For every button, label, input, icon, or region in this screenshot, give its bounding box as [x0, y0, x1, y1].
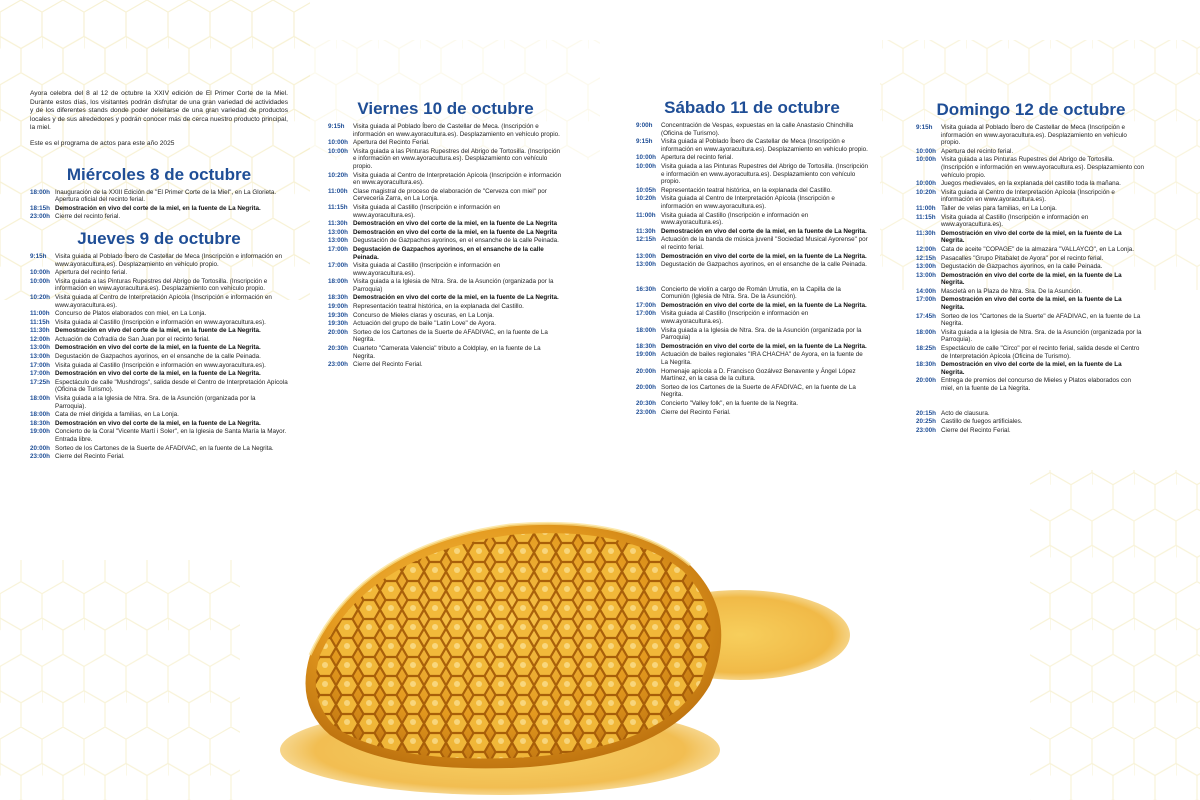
program-note: Este es el programa de actos para este año 2025 — [30, 139, 175, 147]
schedule-description: Visita guiada al Centro de Interpretación Apícola (Inscripción e información en www.ayoracultura.es). — [661, 195, 835, 210]
day-title-friday: Viernes 10 de octubre — [357, 99, 534, 118]
schedule-time: 18:30h — [30, 419, 50, 427]
schedule-time: 12:15h — [916, 254, 936, 262]
schedule-description: Degustación de Gazpachos ayorinos, en la calle Peinada. — [941, 263, 1103, 271]
schedule-time: 19:30h — [328, 320, 348, 328]
schedule-description: Demostración en vivo del corte de la miel, en la fuente de La Negrita. — [661, 301, 867, 309]
schedule-description: Visita guiada al Castillo (Inscripción e información en www.ayoracultura.es). — [55, 318, 266, 326]
schedule-time: 17:00h — [328, 245, 348, 253]
schedule-time: 17:45h — [916, 312, 936, 320]
schedule-description: Cierre del recinto ferial. — [55, 213, 121, 221]
schedule-item — [30, 353, 288, 361]
schedule-time: 11:30h — [636, 227, 656, 235]
schedule-description: Visita guiada a la Iglesia de Ntra. Sra. de la Asunción (organizada por la Parroquia). — [941, 328, 1142, 344]
schedule-description: Representación teatral histórica, en la explanada del Castillo. — [353, 303, 524, 311]
events-saturday-afternoon — [636, 286, 868, 417]
schedule-item — [916, 189, 1146, 204]
schedule-item — [916, 180, 1146, 188]
schedule-time: 10:20h — [30, 293, 50, 301]
schedule-item — [328, 172, 563, 187]
schedule-time: 20:00h — [916, 377, 936, 385]
schedule-time: 13:00h — [328, 237, 348, 245]
events-thursday — [30, 253, 288, 461]
schedule-description: Visita guiada al Castillo (Inscripción e información en www.ayoracultura.es). — [353, 262, 501, 277]
schedule-item — [328, 303, 563, 311]
schedule-description: Visita guiada a las Pinturas Rupestres del Abrigo de Tortosilla. (Inscripción e información en www.ayoracultura.es). Desplazamiento con vehículo propio. — [661, 162, 868, 186]
schedule-item — [328, 220, 563, 228]
schedule-description: Castillo de fuegos artificiales. — [941, 418, 1023, 426]
schedule-item — [328, 204, 563, 219]
schedule-item — [30, 344, 288, 352]
schedule-description: Concierto "Valley folk", en la fuente de la Negrita. — [661, 400, 799, 407]
column-2 — [328, 93, 563, 370]
schedule-time: 23:00h — [30, 453, 50, 461]
day-title-saturday: Sábado 11 de octubre — [664, 98, 840, 117]
events-saturday-morning — [636, 122, 868, 269]
schedule-description: Concierto de violín a cargo de Román Urrutia, en la Capilla de la Comunión (Iglesia de Ntra. Sra. De la Asunción). — [661, 285, 841, 301]
schedule-item — [328, 139, 563, 147]
schedule-time: 20:30h — [328, 345, 348, 353]
schedule-item — [30, 253, 288, 268]
schedule-time: 18:00h — [328, 278, 348, 286]
schedule-time: 11:15h — [916, 213, 936, 221]
schedule-description: Visita guiada al Castillo (Inscripción e información en www.ayoracultura.es). — [55, 361, 266, 369]
events-wednesday — [30, 189, 288, 221]
schedule-item — [636, 327, 868, 342]
schedule-item — [636, 351, 868, 366]
schedule-description: Apertura del recinto ferial. — [941, 147, 1014, 155]
schedule-item — [636, 163, 868, 186]
schedule-description: Degustación de Gazpachos ayorinos, en el ensanche de la calle Peinada. — [661, 261, 867, 269]
schedule-item — [636, 310, 868, 325]
schedule-item — [328, 312, 563, 320]
schedule-description: Visita guiada al Castillo (Inscripción e información en www.ayoracultura.es). — [661, 211, 809, 227]
schedule-item — [30, 336, 288, 344]
schedule-time: 18:30h — [636, 342, 656, 350]
schedule-item — [916, 124, 1146, 147]
schedule-item — [328, 320, 563, 328]
schedule-item — [916, 377, 1146, 392]
schedule-description: Degustación de Gazpachos ayorinos, en el ensanche de la calle Peinada. — [55, 353, 261, 361]
schedule-time: 18:30h — [328, 294, 348, 302]
schedule-description: Cierre del Recinto Ferial. — [55, 453, 125, 461]
schedule-time: 13:00h — [30, 344, 50, 352]
schedule-description: Espectáculo de calle "Circo" por el recinto ferial, salida desde el Centro de Interpretación Apícola (Oficina de Turismo). — [941, 345, 1140, 360]
schedule-time: 17:25h — [30, 378, 50, 386]
schedule-description: Juegos medievales, en la explanada del castillo toda la mañana. — [941, 180, 1121, 188]
schedule-description: Visita guiada al Castillo (Inscripción e información en www.ayoracultura.es). — [353, 203, 501, 219]
schedule-time: 17:00h — [916, 296, 936, 304]
schedule-description: Concurso de Mieles claras y oscuras, en La Lonja. — [353, 311, 495, 319]
schedule-description: Espectáculo de calle "Mushdrogs", salida desde el Centro de Interpretación Apícola (Oficina de Turismo). — [55, 378, 288, 394]
schedule-item — [30, 362, 288, 370]
schedule-time: 11:30h — [916, 229, 936, 237]
schedule-description: Visita guiada a las Pinturas Rupestres del Abrigo de Tortosilla. (Inscripción e información en www.ayoracultura.es). Desplazamiento con vehículo propio. — [353, 147, 560, 170]
schedule-item — [636, 253, 868, 261]
schedule-time: 11:00h — [636, 211, 656, 219]
schedule-description: Sorteo de los Cartones de la Suerte de AFADIVAC, en la fuente de La Negrita. — [661, 383, 856, 399]
schedule-time: 18:30h — [916, 361, 936, 369]
schedule-time: 20:00h — [636, 367, 656, 375]
schedule-time: 11:00h — [328, 187, 348, 195]
schedule-item — [328, 229, 563, 237]
schedule-item — [328, 188, 563, 203]
schedule-description: Representación teatral histórica, en la explanada del Castillo. — [661, 186, 832, 194]
schedule-description: Actuación de bailes regionales "IRA CHACHA" de Ayora, en la fuente de La Negrita. — [661, 351, 863, 367]
schedule-description: Cierre del Recinto Ferial. — [941, 426, 1011, 434]
schedule-description: Demostración en vivo del corte de la miel, en la fuente de La Negrita. — [55, 327, 261, 335]
schedule-time: 20:25h — [916, 418, 936, 426]
schedule-description: Visita guiada a las Pinturas Rupestres del Abrigo de Tortosilla. (Inscripción e información en www.ayoracultura.es). Desplazamiento con vehículo propio. — [55, 277, 268, 293]
schedule-time: 13:00h — [30, 353, 50, 361]
schedule-time: 13:00h — [636, 261, 656, 269]
schedule-item — [636, 384, 868, 399]
schedule-description: Demostración en vivo del corte de la miel, en la fuente de La Negrita. — [941, 229, 1122, 245]
schedule-item — [328, 361, 563, 369]
schedule-time: 18:00h — [636, 326, 656, 334]
schedule-time: 10:00h — [30, 269, 50, 277]
schedule-time: 17:00h — [30, 361, 50, 369]
schedule-item — [30, 370, 288, 378]
schedule-time: 9:15h — [328, 123, 345, 130]
schedule-item — [916, 313, 1146, 328]
schedule-item — [636, 286, 868, 301]
schedule-item — [636, 212, 868, 227]
schedule-description: Visita guiada al Centro de Interpretación Apícola (Inscripción e información en www.ayoracultura.es). — [55, 293, 272, 309]
schedule-description: Cierre del Recinto Ferial. — [661, 408, 731, 416]
schedule-time: 20:30h — [636, 400, 656, 407]
schedule-time: 11:00h — [30, 310, 50, 318]
schedule-time: 10:05h — [636, 186, 656, 194]
schedule-time: 19:00h — [30, 428, 50, 436]
schedule-description: Sorteo de los Cartones de la Suerte de AFADIVAC, en la fuente de La Negrita. — [55, 444, 274, 452]
schedule-item — [30, 319, 288, 327]
schedule-item — [916, 361, 1146, 376]
schedule-description: Apertura del recinto ferial. — [661, 154, 734, 162]
schedule-description: Visita guiada a la Iglesia de Ntra. Sra. de la Asunción (organizada por la Parroquia) — [353, 278, 554, 293]
schedule-time: 11:30h — [30, 327, 50, 335]
schedule-item — [636, 400, 868, 408]
intro-paragraph: Ayora celebra del 8 al 12 de octubre la XXIV edición de El Primer Corte de la Miel. Durante estos días, los visitantes podrán disfrutar de una gran variedad de actividades y de los diferentes stands donde poder deleitarse de una gran variedad de productos locales y de sus alrededores y podrán conocer más de cerca nuestro producto principal, la miel. — [30, 90, 288, 132]
schedule-item — [328, 148, 563, 171]
schedule-item — [30, 205, 288, 213]
schedule-item — [30, 327, 288, 335]
schedule-item — [916, 214, 1146, 229]
schedule-time: 18:00h — [916, 328, 936, 336]
schedule-time: 23:00h — [328, 361, 348, 369]
schedule-item — [636, 302, 868, 310]
events-sunday-closing — [916, 410, 1146, 435]
schedule-description: Visita guiada al Poblado Íbero de Castellar de Meca. (Inscripción e información en www.ayoracultura.es). Desplazamiento en vehículo propio. — [353, 123, 560, 138]
schedule-description: Demostración en vivo del corte de la miel, en la fuente de La Negrita. — [55, 344, 261, 352]
schedule-time: 20:00h — [328, 328, 348, 336]
schedule-item — [636, 195, 868, 210]
schedule-time: 19:30h — [328, 311, 348, 319]
schedule-item — [916, 255, 1146, 263]
schedule-item — [30, 428, 288, 443]
schedule-description: Cata de miel dirigida a familias, en La Lonja. — [55, 411, 179, 419]
schedule-time: 23:00h — [916, 426, 936, 434]
schedule-item — [916, 418, 1146, 426]
schedule-description: Demostración en vivo del corte de la miel, en la fuente de La Negrita. — [55, 419, 261, 427]
schedule-time: 17:00h — [636, 310, 656, 318]
schedule-item — [328, 123, 563, 138]
schedule-item — [328, 294, 563, 302]
schedule-description: Entrega de premios del concurso de Mieles y Platos elaborados con miel, en la fuente de La Negrita. — [941, 377, 1132, 392]
schedule-time: 9:00h — [636, 122, 653, 129]
schedule-item — [328, 329, 563, 344]
schedule-time: 12:15h — [636, 236, 656, 244]
schedule-description: Visita guiada al Castillo (Inscripción e información en www.ayoracultura.es). — [661, 310, 809, 326]
schedule-description: Acto de clausura. — [941, 409, 990, 417]
schedule-description: Visita guiada al Centro de Interpretación Apícola (Inscripción e información en www.ayoracultura.es). — [941, 188, 1115, 204]
schedule-description: Degustación de Gazpachos ayorinos, en el ensanche de la calle Peinada. — [353, 237, 559, 245]
schedule-item — [916, 230, 1146, 245]
schedule-time: 14:00h — [916, 287, 936, 295]
schedule-description: Cuarteto "Camerata Valencia" tributo a Coldplay, en la fuente de La Negrita. — [353, 345, 541, 360]
column-1 — [30, 90, 288, 462]
schedule-description: Demostración en vivo del corte de la miel, en la fuente de La Negrita. — [661, 342, 867, 350]
schedule-time: 10:00h — [636, 162, 656, 170]
schedule-time: 10:00h — [30, 277, 50, 285]
schedule-item — [636, 409, 868, 417]
schedule-time: 10:20h — [328, 171, 348, 179]
schedule-description: Pasacalles "Grupo Pitabalet de Ayora" por el recinto ferial. — [941, 254, 1104, 262]
schedule-description: Sorteo de los Cartones de la Suerte de AFADIVAC, en la fuente de La Negrita. — [353, 328, 548, 344]
schedule-time: 16:30h — [636, 285, 656, 293]
schedule-description: Visita guiada a la Iglesia de Ntra. Sra. de la Asunción (organizada por la Parroquia). — [55, 395, 256, 410]
schedule-item — [916, 246, 1146, 254]
schedule-description: Apertura del recinto ferial. — [55, 269, 128, 277]
schedule-item — [916, 345, 1146, 360]
schedule-item — [916, 272, 1146, 287]
schedule-item — [636, 187, 868, 195]
schedule-description: Demostración en vivo del corte de la miel, en la fuente de La Negrita — [353, 228, 558, 236]
events-sunday-day — [916, 124, 1146, 393]
schedule-time: 18:00h — [30, 188, 50, 196]
schedule-time: 13:00h — [916, 271, 936, 279]
schedule-description: Mascletà en la Plaza de Ntra. Sra. De la Asunción. — [941, 287, 1083, 295]
schedule-item — [328, 237, 563, 245]
schedule-item — [30, 213, 288, 221]
schedule-time: 12:00h — [916, 245, 936, 253]
schedule-time: 11:15h — [30, 318, 50, 326]
schedule-time: 9:15h — [636, 138, 653, 146]
schedule-item — [30, 395, 288, 410]
schedule-time: 18:25h — [916, 345, 936, 353]
schedule-description: Visita guiada al Poblado Íbero de Castellar de Meca (Inscripción e información en www.ayoracultura.es). Desplazamiento en vehículo propio. — [661, 138, 868, 153]
schedule-description: Demostración en vivo del corte de la miel, en la fuente de La Negrita. — [941, 271, 1122, 287]
schedule-item — [30, 294, 288, 309]
schedule-time: 11:15h — [328, 203, 348, 211]
schedule-time: 10:00h — [328, 147, 348, 155]
schedule-item — [30, 310, 288, 318]
schedule-time: 12:00h — [30, 335, 50, 343]
schedule-description: Actuación del grupo de baile "Latin Love" de Ayora. — [353, 320, 496, 328]
schedule-time: 11:30h — [328, 220, 348, 228]
schedule-time: 11:00h — [916, 204, 936, 212]
schedule-time: 19:00h — [328, 303, 348, 311]
events-friday — [328, 123, 563, 369]
schedule-description: Visita guiada al Castillo (Inscripción e información en www.ayoracultura.es). — [941, 213, 1089, 229]
schedule-description: Clase magistral de proceso de elaboración de "Cerveza con miel" por Cervecería Zarra, en La Lonja. — [353, 187, 547, 203]
schedule-time: 17:00h — [636, 301, 656, 309]
schedule-time: 20:15h — [916, 409, 936, 417]
schedule-time: 17:00h — [328, 262, 348, 270]
schedule-description: Visita guiada a las Pinturas Rupestres del Abrigo de Tortosilla. (Inscripción e información en www.ayoracultura.es). Desplazamiento con vehículo propio. — [941, 156, 1144, 179]
schedule-item — [30, 379, 288, 394]
schedule-description: Visita guiada al Centro de Interpretación Apícola (Inscripción e información en www.ayoracultura.es). — [353, 171, 562, 187]
schedule-item — [30, 420, 288, 428]
schedule-item — [30, 189, 288, 204]
schedule-time: 17:00h — [30, 370, 50, 378]
schedule-item — [916, 148, 1146, 156]
schedule-description: Demostración en vivo del corte de la miel, en la fuente de La Negrita. — [941, 296, 1122, 312]
schedule-time: 20:00h — [636, 383, 656, 391]
schedule-time: 10:20h — [916, 188, 936, 196]
column-3 — [636, 92, 868, 417]
day-title-sunday: Domingo 12 de octubre — [936, 100, 1126, 119]
schedule-item — [916, 263, 1146, 271]
schedule-time: 23:00h — [636, 408, 656, 416]
schedule-description: Demostración en vivo del corte de la miel, en la fuente de La Negrita. — [941, 361, 1122, 376]
schedule-item — [636, 343, 868, 351]
schedule-description: Actuación de Cofradía de San Juan por el recinto ferial. — [55, 335, 210, 343]
schedule-item — [30, 269, 288, 277]
schedule-time: 10:00h — [916, 147, 936, 155]
schedule-item — [30, 411, 288, 419]
schedule-item — [328, 246, 563, 261]
schedule-item — [916, 205, 1146, 213]
schedule-item — [636, 228, 868, 236]
schedule-description: Visita guiada a la Iglesia de Ntra. Sra. de la Asunción (organizada por la Parroquia) — [661, 326, 862, 342]
schedule-item — [636, 261, 868, 269]
schedule-description: Demostración en vivo del corte de la miel, en la fuente de La Negrita. — [55, 204, 261, 212]
schedule-item — [916, 288, 1146, 296]
schedule-time: 13:00h — [636, 252, 656, 260]
schedule-description: Cata de aceite "COPAGE" de la almazara "VALLAYCO", en La Lonja. — [941, 245, 1135, 253]
schedule-item — [636, 138, 868, 153]
schedule-item — [916, 156, 1146, 179]
schedule-description: Demostración en vivo del corte de la miel, en la fuente de La Negrita. — [55, 370, 261, 378]
schedule-time: 9:15h — [916, 124, 933, 131]
schedule-item — [328, 345, 563, 360]
schedule-item — [916, 427, 1146, 435]
day-title-wednesday: Miércoles 8 de octubre — [66, 164, 252, 184]
schedule-item — [916, 329, 1146, 344]
schedule-item — [636, 236, 868, 251]
schedule-description: Demostración en vivo del corte de la miel, en la fuente de La Negrita. — [353, 294, 559, 302]
schedule-time: 10:20h — [636, 195, 656, 203]
schedule-item — [916, 296, 1146, 311]
schedule-time: 20:00h — [30, 444, 50, 452]
schedule-time: 18:00h — [30, 411, 50, 419]
schedule-time: 13:00h — [328, 228, 348, 236]
schedule-description: Cierre del Recinto Ferial. — [353, 361, 423, 369]
schedule-time: 10:00h — [328, 139, 348, 147]
schedule-item — [30, 453, 288, 461]
schedule-item — [30, 445, 288, 453]
schedule-description: Concierto de la Coral "Vicente Martí i Soler", en la Iglesia de Santa María la Mayor. Entrada libre. — [55, 428, 287, 443]
schedule-time: 19:00h — [636, 351, 656, 359]
column-4 — [916, 94, 1146, 435]
schedule-description: Demostración en vivo del corte de la miel, en la fuente de La Negrita — [353, 220, 558, 228]
schedule-description: Visita guiada al Poblado Íbero de Castellar de Meca (Inscripción e información en www.ayoracultura.es). Desplazamiento en vehículo propio. — [941, 124, 1127, 147]
schedule-description: Apertura del Recinto Ferial. — [353, 139, 430, 147]
schedule-item — [916, 410, 1146, 418]
schedule-description: Visita guiada al Poblado Íbero de Castellar de Meca (Inscripción e información en www.ayoracultura.es). Desplazamiento en vehículo propio. — [55, 252, 283, 268]
schedule-description: Demostración en vivo del corte de la miel, en la fuente de La Negrita. — [661, 252, 867, 260]
schedule-description: Actuación de la banda de música juvenil "Sociedad Musical Ayorense" por el recinto ferial. — [661, 236, 868, 251]
schedule-time: 23:00h — [30, 213, 50, 221]
schedule-item — [30, 278, 288, 293]
schedule-item — [636, 122, 868, 137]
schedule-time: 18:00h — [30, 395, 50, 403]
schedule-item — [328, 262, 563, 277]
schedule-description: Concurso de Platos elaborados con miel, en La Lonja. — [55, 310, 207, 318]
schedule-description: Homenaje apícola a D. Francisco Gozálvez Benavente y Ángel López Martínez, en la casa de la cultura. — [661, 367, 856, 383]
honeycomb-image — [270, 505, 870, 800]
schedule-item — [636, 368, 868, 383]
schedule-time: 9:15h — [30, 252, 47, 260]
schedule-description: Demostración en vivo del corte de la miel, en la fuente de La Negrita. — [661, 227, 867, 235]
schedule-description: Inauguración de la XXIII Edición de "El Primer Corte de la Miel", en La Glorieta. Apertura oficial del recinto ferial. — [55, 188, 277, 204]
schedule-item — [636, 154, 868, 162]
schedule-description: Concentración de Vespas, expuestas en la calle Anastasio Chinchilla (Oficina de Turismo). — [661, 122, 854, 137]
schedule-time: 10:00h — [636, 154, 656, 162]
schedule-time: 18:15h — [30, 204, 50, 212]
schedule-item — [328, 278, 563, 293]
schedule-time: 10:00h — [916, 180, 936, 188]
schedule-time: 13:00h — [916, 263, 936, 271]
schedule-description: Taller de velas para familias, en La Lonja. — [941, 204, 1057, 212]
day-title-thursday: Jueves 9 de octubre — [77, 228, 241, 248]
schedule-description: Sorteo de los "Cartones de la Suerte" de AFADIVAC, en la fuente de La Negrita. — [941, 312, 1141, 328]
schedule-description: Degustación de Gazpachos ayorinos, en el ensanche de la calle Peinada. — [353, 245, 544, 261]
schedule-time: 10:00h — [916, 156, 936, 164]
